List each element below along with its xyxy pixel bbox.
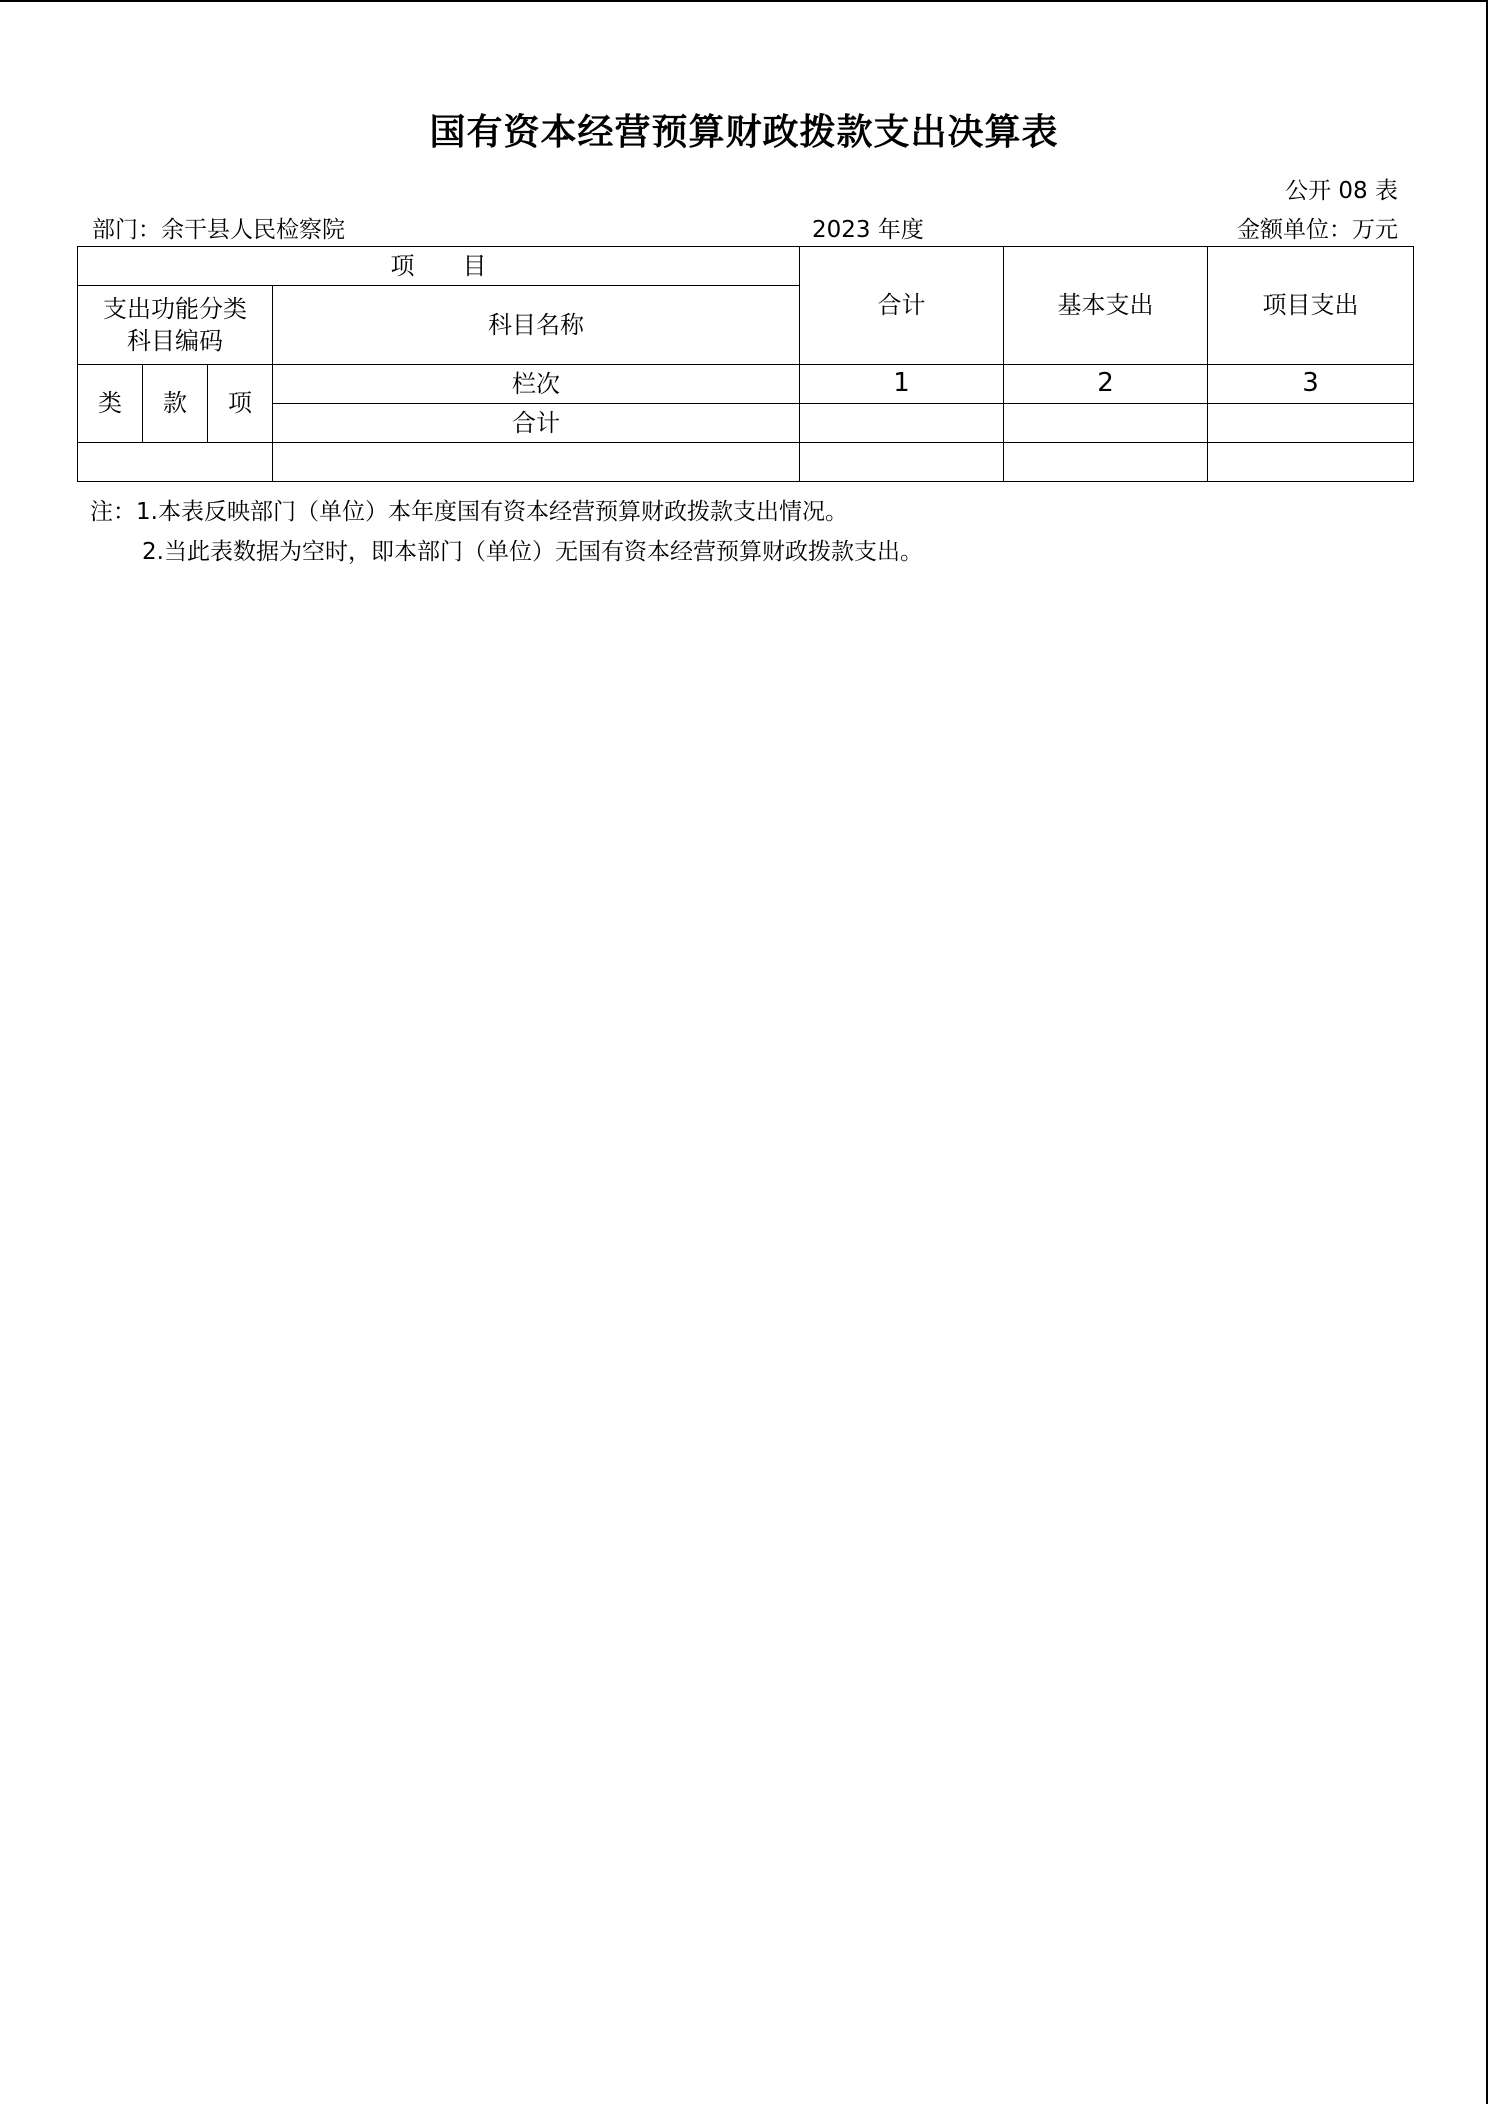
table-cell — [800, 443, 1004, 482]
page-title: 国有资本经营预算财政拨款支出决算表 — [429, 112, 1059, 153]
table-cell — [1004, 443, 1208, 482]
header-project-expenditure: 项目支出 — [1208, 247, 1414, 365]
header-xiang: 项 — [208, 365, 273, 443]
total-value-cell — [800, 404, 1004, 443]
department-label: 部门：余干县人民检察院 — [92, 217, 345, 243]
table-cell — [78, 443, 273, 482]
meta-row — [90, 211, 1398, 243]
expenditure-table — [77, 246, 1414, 482]
header-project: 项 目 — [78, 247, 800, 286]
column-number-2: 2 — [1004, 365, 1208, 404]
basic-value-cell — [1004, 404, 1208, 443]
row-lanci-label: 栏次 — [273, 365, 800, 404]
header-subject-name: 科目名称 — [273, 286, 800, 365]
header-function-code — [78, 286, 273, 365]
form-number: 公开 08 表 — [1285, 178, 1398, 204]
note-line-2: 2.当此表数据为空时，即本部门（单位）无国有资本经营预算财政拨款支出。 — [142, 539, 923, 565]
header-basic-expenditure: 基本支出 — [1004, 247, 1208, 365]
table-header-row-1 — [78, 247, 1414, 286]
header-lei: 类 — [78, 365, 143, 443]
column-number-3: 3 — [1208, 365, 1414, 404]
column-number-1: 1 — [800, 365, 1004, 404]
project-value-cell — [1208, 404, 1414, 443]
table-header-row-3 — [78, 365, 1414, 404]
amount-unit-label: 金额单位：万元 — [1237, 217, 1398, 243]
fiscal-year-label: 2023 年度 — [812, 217, 924, 243]
header-kuan: 款 — [143, 365, 208, 443]
notes-block — [90, 492, 923, 572]
total-row-label: 合计 — [273, 404, 800, 443]
table-cell — [273, 443, 800, 482]
header-function-code-line1: 支出功能分类 — [103, 294, 247, 323]
table-total-row — [78, 404, 1414, 443]
header-function-code-line2: 科目编码 — [127, 327, 223, 355]
note-line-1: 注：1.本表反映部门（单位）本年度国有资本经营预算财政拨款支出情况。 — [90, 499, 848, 525]
page-top-border — [0, 0, 1488, 2]
table-cell — [1208, 443, 1414, 482]
header-total: 合计 — [800, 247, 1004, 365]
table-row — [78, 443, 1414, 482]
